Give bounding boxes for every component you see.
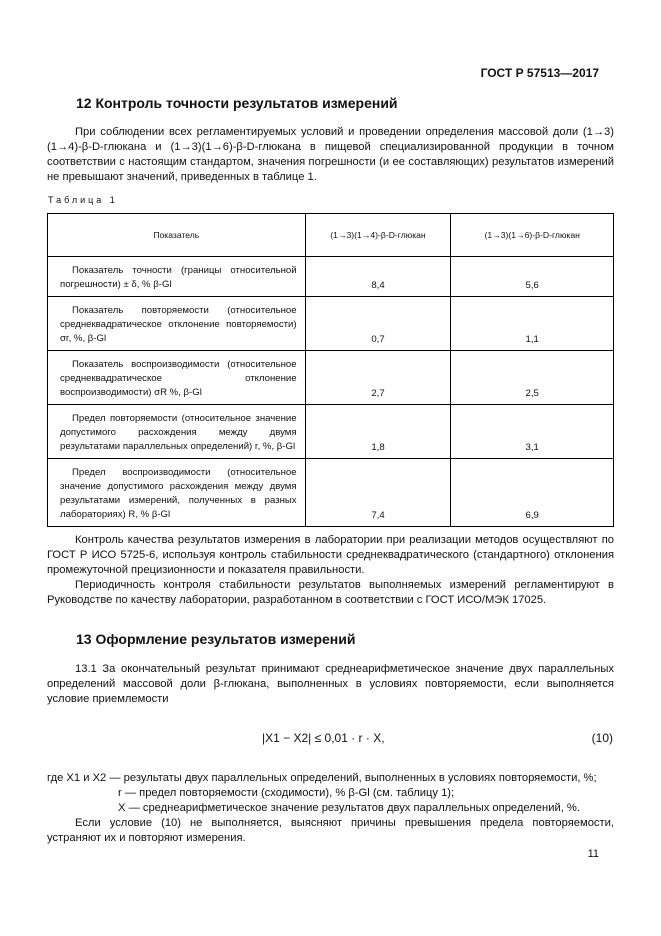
row-value-1: 2,7 [305, 351, 451, 405]
page-number: 11 [587, 848, 599, 860]
row-value-1: 0,7 [305, 297, 451, 351]
row-label: Показатель повторяемости (относительное среднеквадратическое отклонение повторяемости) σr, %, β-Gl [48, 297, 306, 351]
definition-x1-x2: где X1 и X2 — результаты двух параллельных определений, выполненных в условиях повторяемости, %; [47, 772, 597, 784]
table-row [48, 459, 614, 527]
table-header-row [48, 214, 614, 257]
table-row [48, 405, 614, 459]
formula-number: (10) [591, 731, 613, 745]
row-value-2: 5,6 [451, 257, 614, 297]
row-label: Показатель точности (границы относительной погрешности) ± δ, % β-Gl [48, 257, 306, 297]
row-value-1: 7,4 [305, 459, 451, 527]
definition-r: r — предел повторяемости (сходимости), % β-Gl (см. таблицу 1); [118, 787, 455, 799]
definition-x: X — среднеарифметическое значение результатов двух параллельных определений, %. [118, 802, 580, 814]
row-label: Предел воспроизводимости (относительное значение допустимого расхождения между двумя результатами измерений, полученных в разных лабораториях) R, % β-Gl [48, 459, 306, 527]
table-row [48, 351, 614, 405]
section-13-1-paragraph: 13.1 За окончательный результат принимают среднеарифметическое значение двух параллельных определений массовой доли β-глюкана, выполненных в условиях повторяемости, если выполняется условие приемлемости [47, 663, 614, 705]
acceptance-formula: |X1 − X2| ≤ 0,01 · r · X, [262, 731, 385, 745]
table-header-glucan-14: (1→3)(1→4)-β-D-глюкан [305, 214, 451, 257]
section-12-title: 12 Контроль точности результатов измерений [76, 95, 398, 111]
row-value-2: 1,1 [451, 297, 614, 351]
accuracy-table [47, 213, 614, 527]
table-row [48, 257, 614, 297]
row-value-2: 3,1 [451, 405, 614, 459]
section-13-title: 13 Оформление результатов измерений [76, 631, 356, 647]
row-value-2: 6,9 [451, 459, 614, 527]
document-header: ГОСТ Р 57513—2017 [480, 66, 599, 80]
row-value-1: 8,4 [305, 257, 451, 297]
row-label: Показатель воспроизводимости (относительное среднеквадратическое отклонение воспроизводимости) σR %, β-Gl [48, 351, 306, 405]
row-value-2: 2,5 [451, 351, 614, 405]
section-13-closing-paragraph: Если условие (10) не выполняется, выясняют причины превышения предела повторяемости, устраняют их и повторяют измерения. [47, 817, 614, 844]
table-row [48, 297, 614, 351]
row-value-1: 1,8 [305, 405, 451, 459]
table-header-indicator: Показатель [48, 214, 306, 257]
table-caption: Таблица 1 [48, 195, 118, 205]
periodicity-paragraph: Периодичность контроля стабильности результатов выполняемых измерений регламентируют в Руководстве по качеству лаборатории, разработанном в соответствии с ГОСТ ИСО/МЭК 17025. [47, 579, 614, 606]
table-header-glucan-16: (1→3)(1→6)-β-D-глюкан [451, 214, 614, 257]
row-label: Предел повторяемости (относительное значение допустимого расхождения между двумя результатами параллельных определений) r, %, β-Gl [48, 405, 306, 459]
quality-control-paragraph: Контроль качества результатов измерения в лаборатории при реализации методов осуществляют по ГОСТ Р ИСО 5725-6, используя контроль стабильности среднеквадратического (стандартного) отклонения промежуточной прецизионности и показателя правильности. [47, 534, 614, 576]
section-12-intro: При соблюдении всех регламентируемых условий и проведении определения массовой доли (1→3)(1→4)-β-D-глюкана и (1→3)(1→6)-β-D-глюкана в пищевой специализированной продукции в точном соответствии с настоящим стандартом, значения погрешности (и ее составляющих) результатов измерений не превышают значений, приведенных в таблице 1. [47, 126, 614, 183]
